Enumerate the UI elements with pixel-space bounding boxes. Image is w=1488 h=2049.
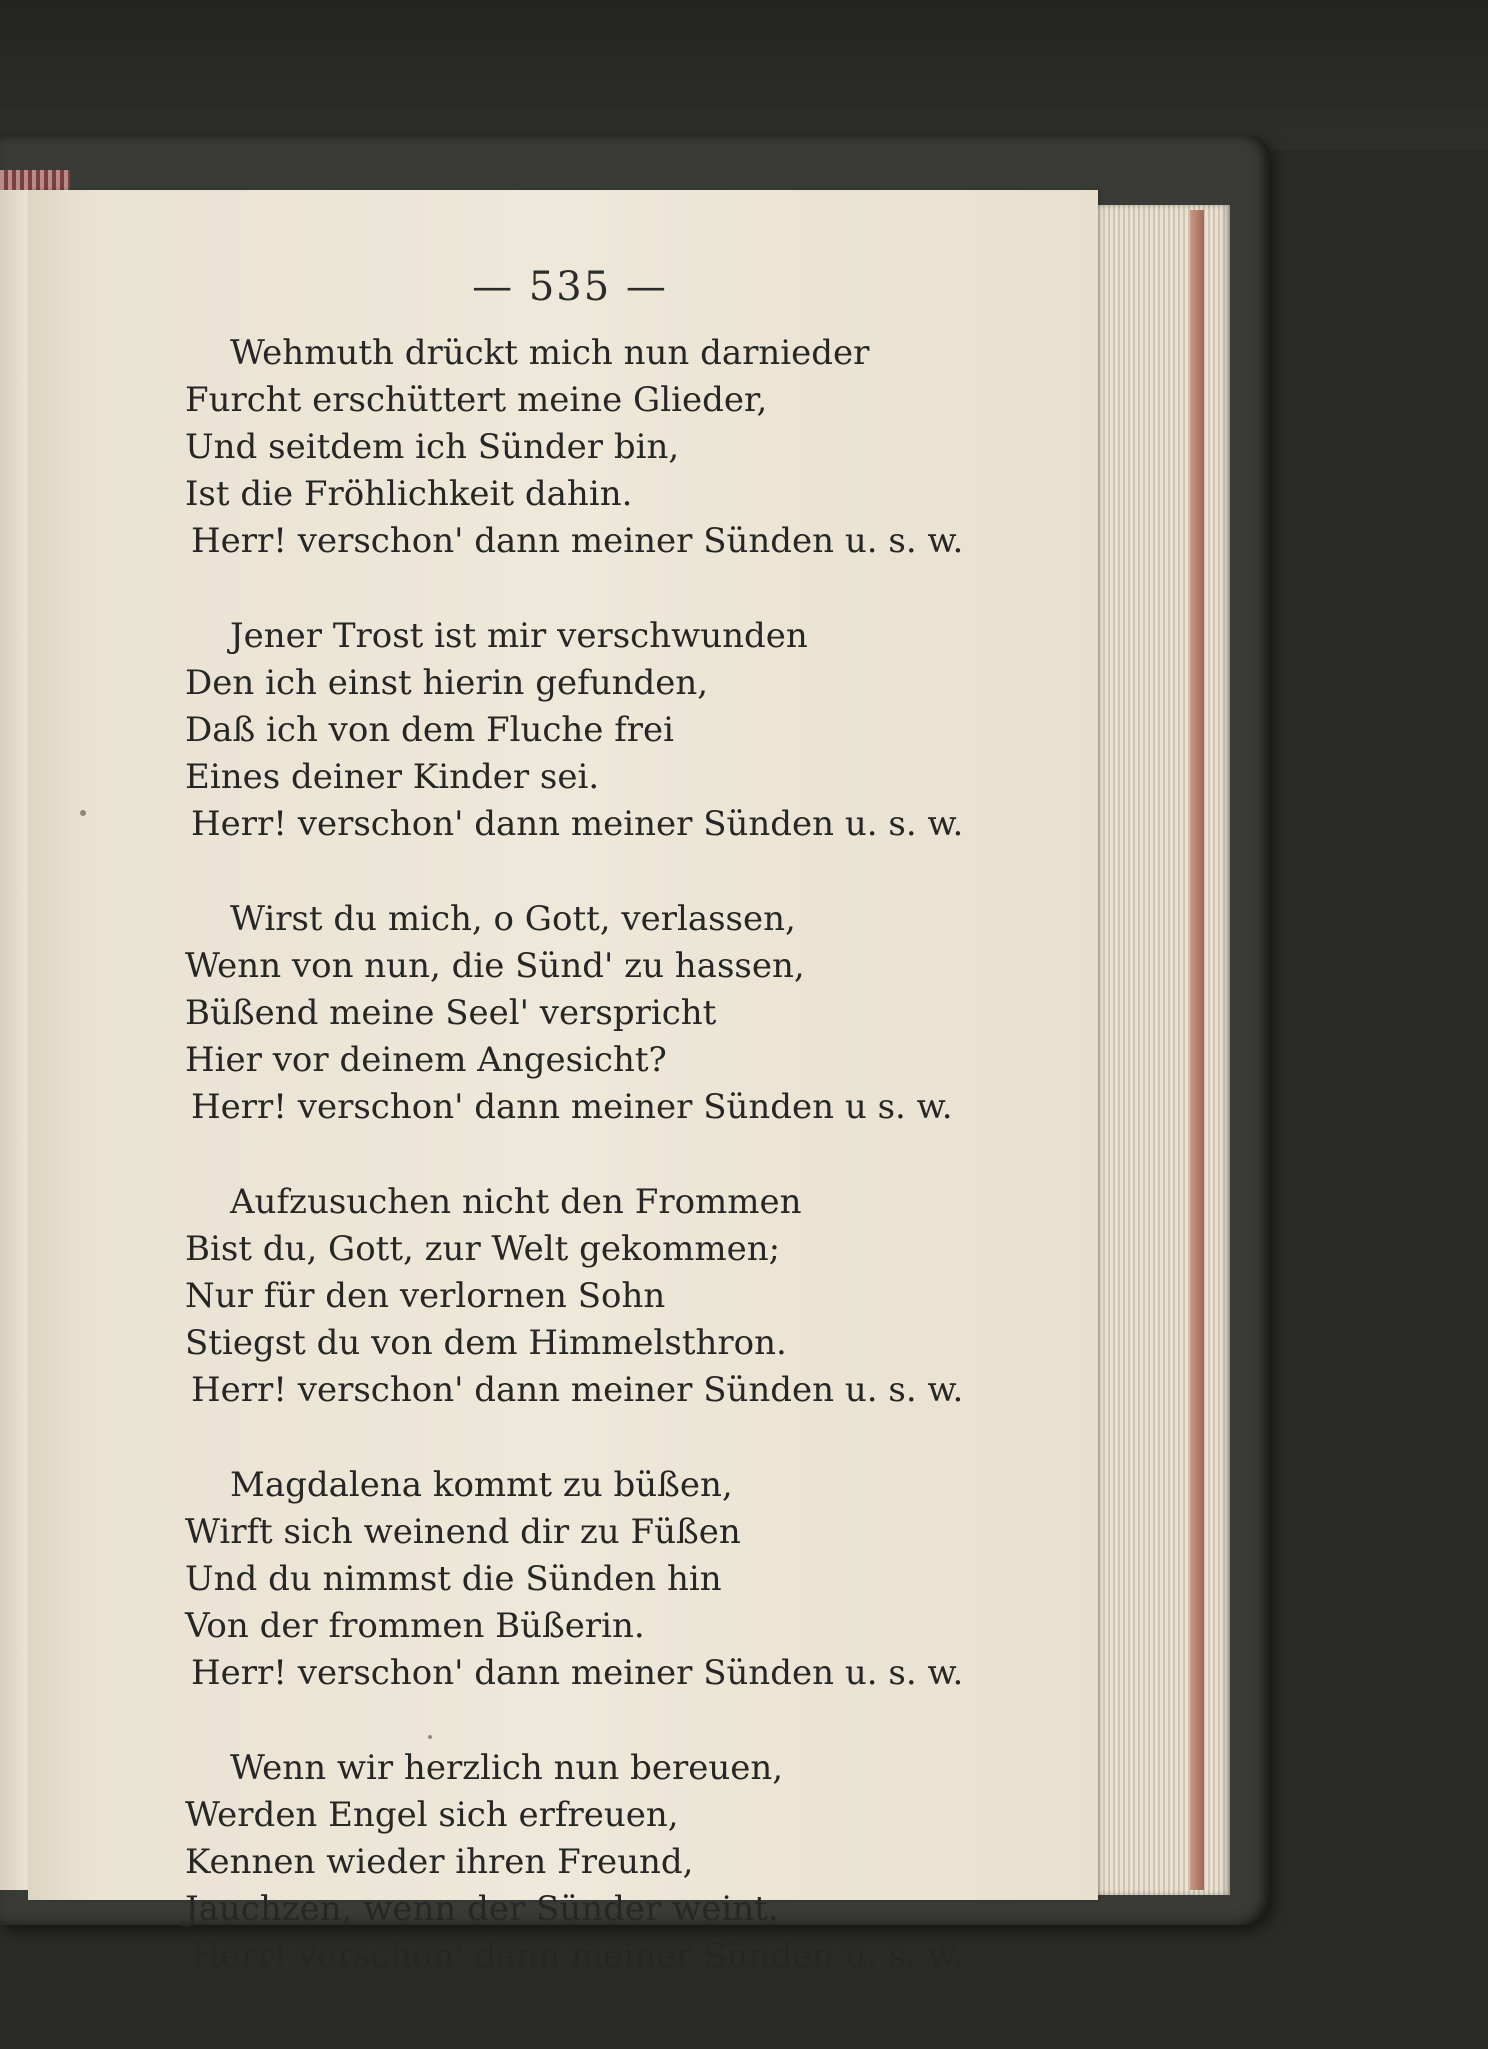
verse-line: Ist die Fröhlichkeit dahin.: [185, 474, 633, 514]
verse-line: Aufzusuchen nicht den Frommen: [230, 1182, 802, 1222]
refrain-line: Herr! verschon' dann meiner Sünden u. s. w.: [191, 804, 964, 844]
verse-line: Den ich einst hierin gefunden,: [185, 663, 709, 703]
bookmark-ribbon: [0, 170, 70, 192]
verse-line: Büßend meine Seel' verspricht: [185, 993, 717, 1033]
poem: [185, 330, 985, 2028]
verse-line: Und seitdem ich Sünder bin,: [185, 427, 680, 467]
verse-line: Bist du, Gott, zur Welt gekommen;: [185, 1229, 781, 1269]
ink-spot: [80, 810, 86, 816]
refrain-line: Herr! verschon' dann meiner Sünden u s. w.: [191, 1087, 953, 1127]
verse-line: Daß ich von dem Fluche frei: [185, 710, 675, 750]
verse-line: Eines deiner Kinder sei.: [185, 757, 600, 797]
refrain-line: Herr! verschon' dann meiner Sünden u. s. w.: [191, 1370, 964, 1410]
refrain-line: Herr! verschon' dann meiner Sünden u. s. w.: [191, 1653, 964, 1693]
verse-line: Stiegst du von dem Himmelsthron.: [185, 1323, 787, 1363]
refrain-line: Herr! verschon' dann meiner Sünden u. s. w.: [191, 1936, 964, 1976]
stanza: [185, 330, 985, 565]
verse-line: Werden Engel sich erfreuen,: [185, 1795, 679, 1835]
stanza: [185, 1462, 985, 1697]
verse-line: Magdalena kommt zu büßen,: [230, 1465, 733, 1505]
stanza: [185, 613, 985, 848]
stanza: [185, 1179, 985, 1414]
refrain-line: Herr! verschon' dann meiner Sünden u. s. w.: [191, 521, 964, 561]
verse-line: Von der frommen Büßerin.: [185, 1606, 645, 1646]
verse-line: Wehmuth drückt mich nun darnieder: [230, 333, 870, 373]
verse-line: Kennen wieder ihren Freund,: [185, 1842, 694, 1882]
verse-line: Wirft sich weinend dir zu Füßen: [185, 1512, 741, 1552]
verse-line: Nur für den verlornen Sohn: [185, 1276, 666, 1316]
red-page-edge: [1190, 210, 1204, 1890]
verse-line: Jener Trost ist mir verschwunden: [230, 616, 808, 656]
stanza: [185, 1745, 985, 1980]
verse-line: Wenn von nun, die Sünd' zu hassen,: [185, 946, 805, 986]
verse-line: Und du nimmst die Sünden hin: [185, 1559, 722, 1599]
page-number: — 535 —: [472, 264, 668, 310]
verse-line: Jauchzen, wenn der Sünder weint.: [185, 1889, 779, 1929]
stanza: [185, 896, 985, 1131]
verse-line: Furcht erschüttert meine Glieder,: [185, 380, 768, 420]
verse-line: Hier vor deinem Angesicht?: [185, 1040, 667, 1080]
background: [0, 0, 1488, 150]
verse-line: Wenn wir herzlich nun bereuen,: [230, 1748, 784, 1788]
verse-line: Wirst du mich, o Gott, verlassen,: [230, 899, 796, 939]
